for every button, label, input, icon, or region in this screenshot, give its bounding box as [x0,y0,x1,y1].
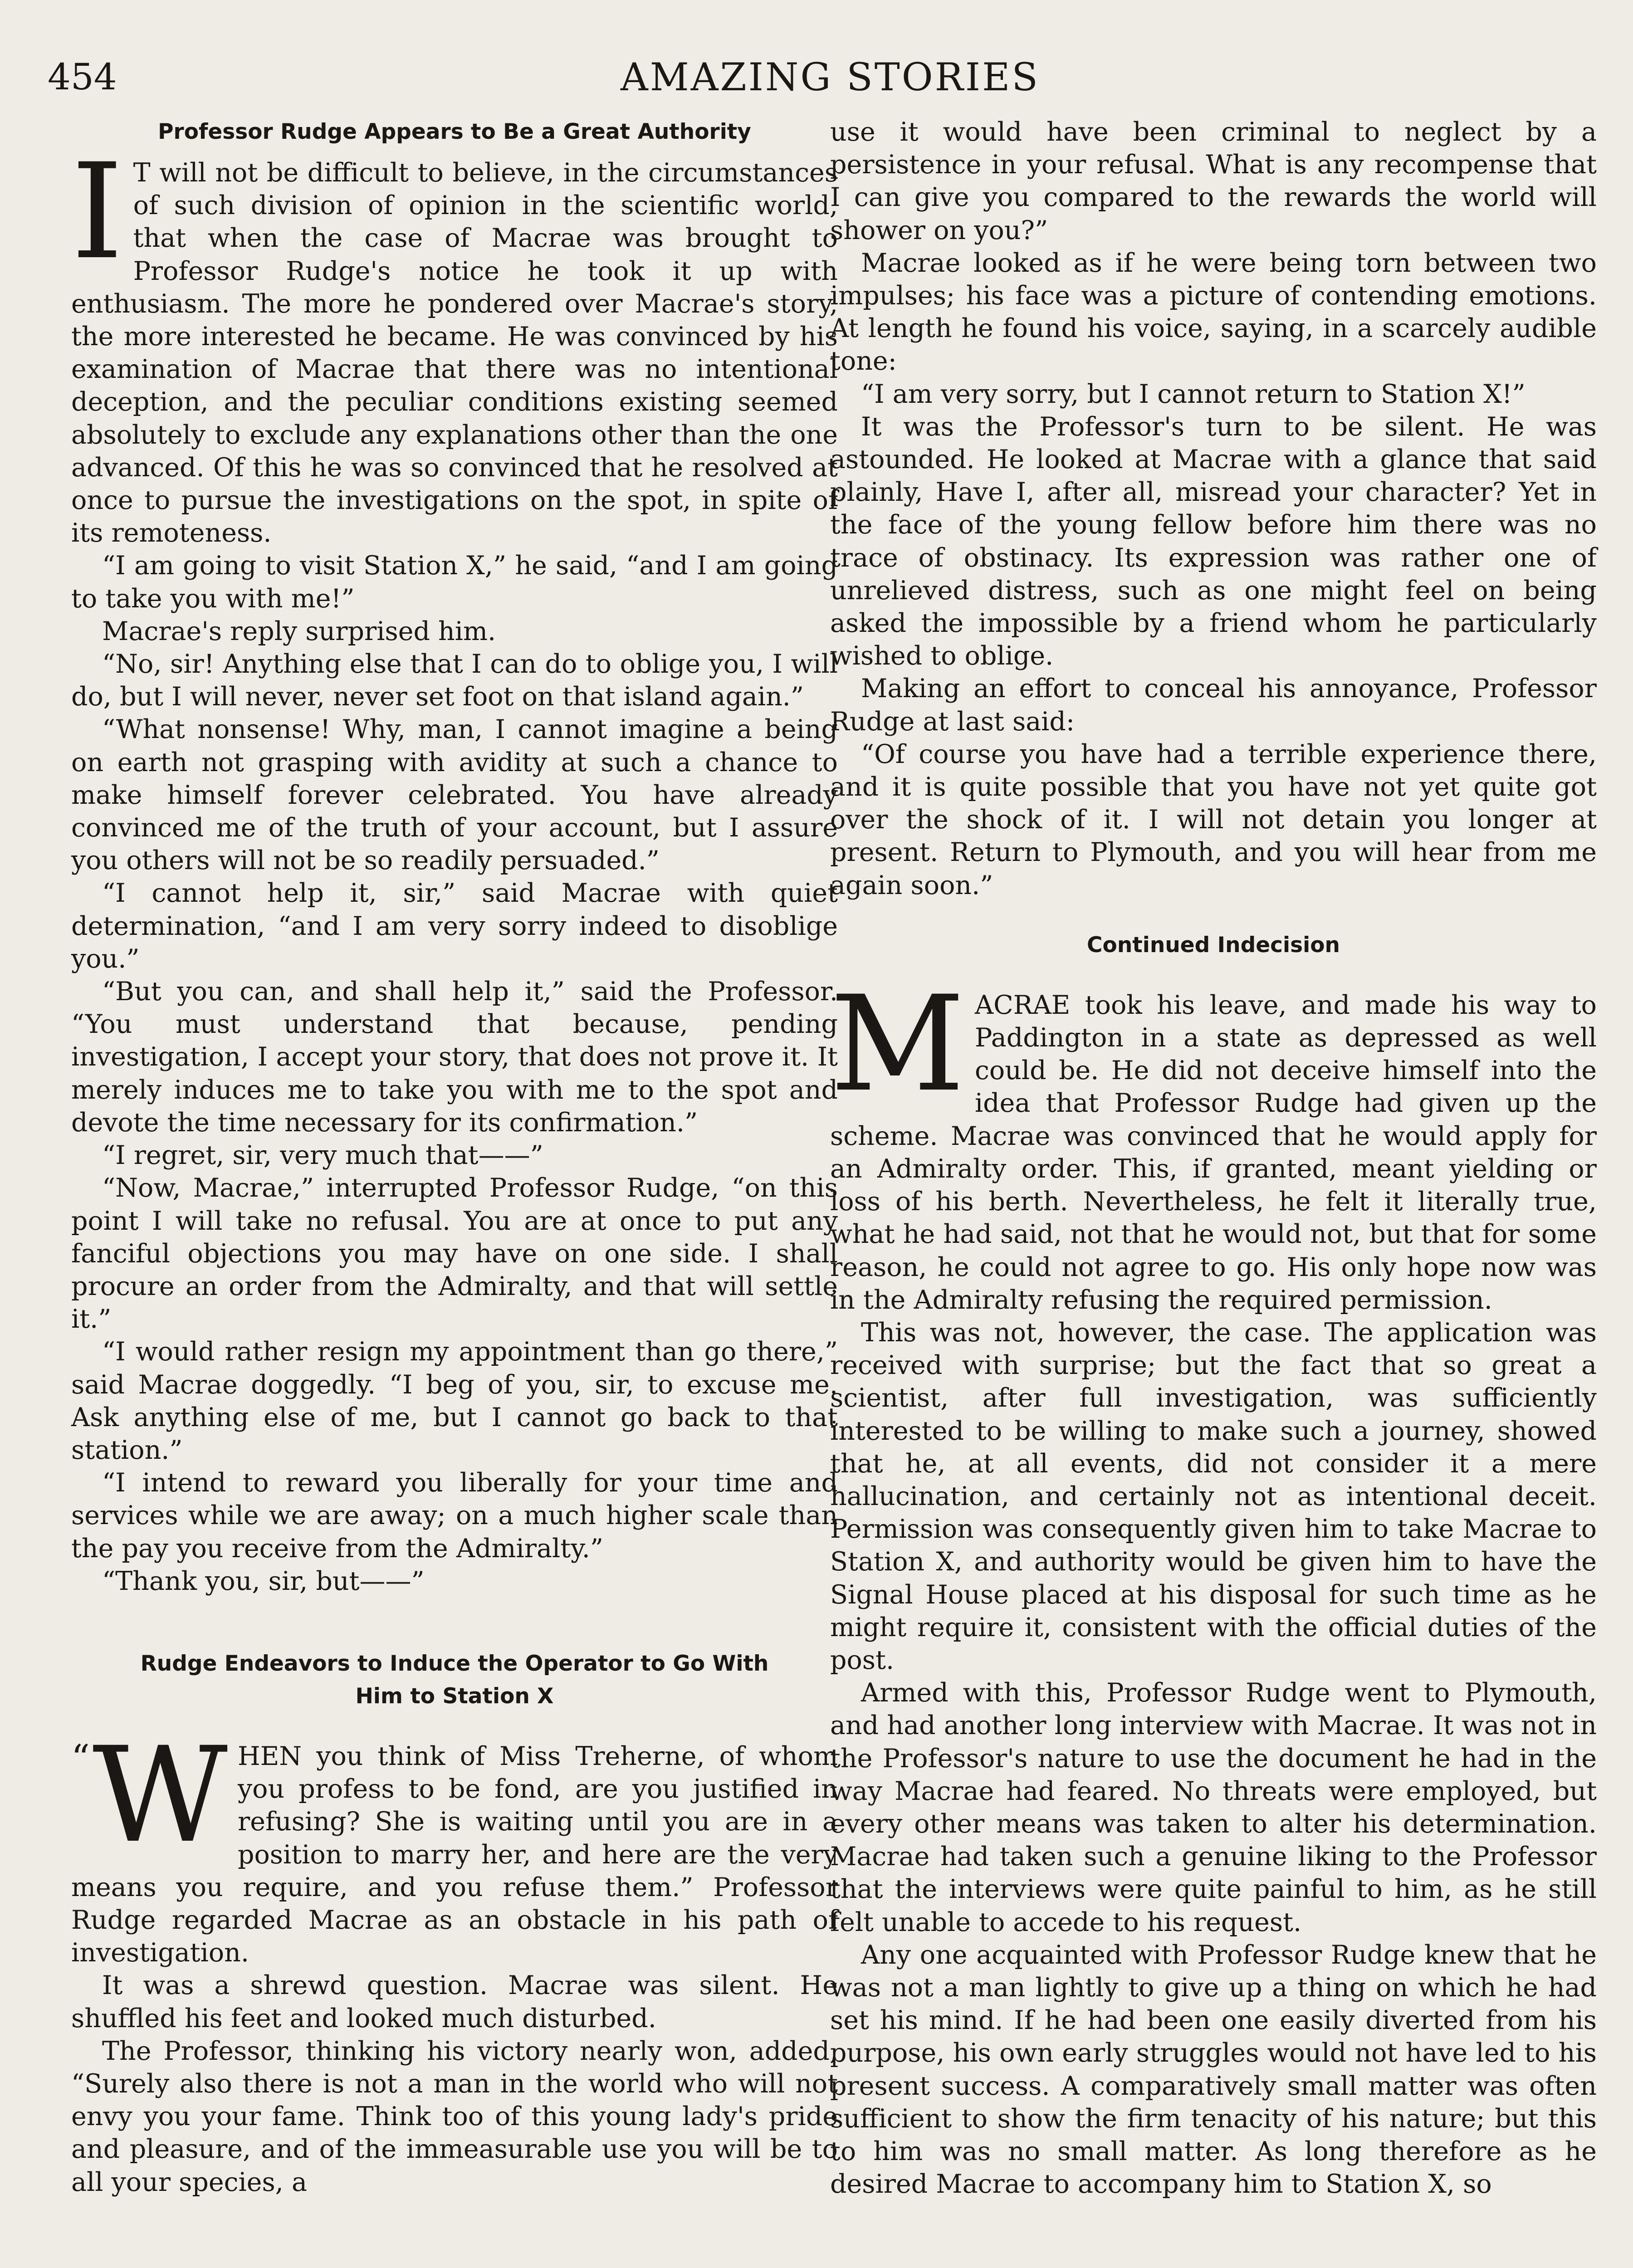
paragraph: Macrae's reply surprised him. [102,616,496,646]
paragraph: “But you can, and shall help it,” said the Professor. “You must understand that because, pending investigation, I accept your story, that does not prove it. It merely induces me to take you with me to the spot and devote the time necessary for its confirmation.” [71,977,838,1138]
section-heading-3: Continued Indecision [1087,932,1340,958]
paragraph: It was a shrewd question. Macrae was silent. He shuffled his feet and looked much disturbed. [71,1970,838,2033]
drop-cap: M [830,968,965,1121]
paragraph: MACRAE took his leave, and made his way to Paddington in a state as depressed as well could be. He did not deceive himself into the idea that Professor Rudge had given up the scheme. Macrae was convinced that he would apply for an Admiralty order. This, if granted, meant yielding or loss of his berth. Nevertheless, he felt it literally true, what he had said, not that he would not, but that for some reason, he could not agree to go. His only hope now was in the Admiralty refusing the required permission. [830,968,1597,1315]
paragraph: “Thank you, sir, but——” [102,1566,425,1596]
paragraph: “I am going to visit Station X,” he said, “and I am going to take you with me!” [71,551,838,614]
paragraph: The Professor, thinking his victory nearly won, added, “Surely also there is not a man in the world who will not envy you your fame. Think too of this young lady's pride and pleasure, and of the immeasurable use you will be to all your species, a [71,2036,838,2197]
section-heading-2: Rudge Endeavors to Induce the Operator to Go With Him to Station X [140,1651,769,1709]
drop-cap: I [71,136,123,288]
paragraph: “I cannot help it, sir,” said Macrae with quiet determination, “and I am very sorry indeed to disoblige you.” [71,878,838,974]
drop-cap: W [92,1719,228,1872]
paragraph: Macrae looked as if he were being torn between two impulses; his face was a picture of contending emotions. At length he found his voice, saying, in a scarcely audible tone: [830,248,1597,376]
paragraph: Armed with this, Professor Rudge went to Plymouth, and had another long interview with Macrae. It was not in the Professor's nature to use the document he had in the way Macrae had feared. No threats were employed, but every other means was taken to alter his determination. Macrae had taken such a genuine liking to the Professor that the interviews were quite painful to him, as he still felt unable to accede to his request. [830,1678,1597,1937]
paragraph: use it would have been criminal to neglect by a persistence in your refusal. What is any recompense that I can give you compared to the rewards the world will shower on you?” [830,117,1597,245]
paragraph: Making an effort to conceal his annoyance, Professor Rudge at last said: [830,674,1597,737]
paragraph: “Of course you have had a terrible experience there, and it is quite possible that you have not yet quite got over the shock of it. I will not detain you longer at present. Return to Plymouth, and you will hear from me again soon.” [830,739,1597,900]
paragraph: “I would rather resign my appointment than go there,” said Macrae doggedly. “I beg of you, sir, to excuse me. Ask anything else of me, but I cannot go back to that station.” [71,1337,838,1465]
paragraph: Any one acquainted with Professor Rudge knew that he was not a man lightly to give up a thing on which he had set his mind. If he had been one easily diverted from his purpose, his own early struggles would not have led to his present success. A comparatively small matter was often sufficient to show the firm tenacity of his nature; but this to him was no small matter. As long therefore as he desired Macrae to accompany him to Station X, so [830,1940,1597,2200]
opening-quote: “ [71,1736,90,1779]
paragraph: This was not, however, the case. The application was received with surprise; but the fact that so great a scientist, after full investigation, was sufficiently interested to be willing to make such a journey, showed that he, at all events, did not consider it a mere hallucination, and certainly not as intentional deceit. Permission was consequently given him to take Macrae to Station X, and authority would be given him to have the Signal House placed at his disposal for such time as he might require it, consistent with the official duties of the post. [830,1317,1597,1675]
right-column [830,116,1597,2200]
page-number: 454 [48,56,117,98]
paragraph: “ W HEN you think of Miss Treherne, of whom you profess to be fond, are you justified in refusing? She is waiting until you are in a position to marry her, and here are the very means you require, and you refuse them.” Professor Rudge regarded Macrae as an obstacle in his path of investigation. [71,1719,838,1968]
paragraph: “What nonsense! Why, man, I cannot imagine a being on earth not grasping with avidity at such a chance to make himself forever celebrated. You have already convinced me of the truth of your account, but I assure you others will not be so readily persuaded.” [71,714,838,876]
section-heading-1: Professor Rudge Appears to Be a Great Authority [158,119,751,144]
paragraph: “I am very sorry, but I cannot return to Station X!” [861,379,1525,409]
paragraph: “No, sir! Anything else that I can do to oblige you, I will do, but I will never, never set foot on that island again.” [71,649,838,712]
paragraph: I T will not be difficult to believe, in the circumstances of such division of opinion in the scientific world, that when the case of Macrae was brought to Professor Rudge's notice he took it up with enthusiasm. The more he pondered over Macrae's story, the more interested he became. He was convinced by his examination of Macrae that there was no intentional deception, and the peculiar conditions existing seemed absolutely to exclude any explanations other than the one advanced. Of this he was so convinced that he resolved at once to pursue the investigations on the spot, in spite of its remoteness. [71,136,838,548]
left-column [71,116,838,2199]
paragraph: It was the Professor's turn to be silent. He was astounded. He looked at Macrae with a glance that said plainly, Have I, after all, misread your character? Yet in the face of the young fellow before him there was no trace of obstinacy. Its expression was rather one of unrelieved distress, such as one might feel on being asked the impossible by a friend whom he particularly wished to oblige. [830,411,1597,671]
paragraph: “I intend to reward you liberally for your time and services while we are away; on a much higher scale than the pay you receive from the Admiralty.” [71,1468,838,1564]
paragraph: “I regret, sir, very much that——” [102,1140,543,1171]
running-title: AMAZING STORIES [621,55,1040,99]
paragraph: “Now, Macrae,” interrupted Professor Rudge, “on this point I will take no refusal. You are at once to put any fanciful objections you may have on one side. I shall procure an order from the Admiralty, and that will settle it.” [71,1173,838,1334]
